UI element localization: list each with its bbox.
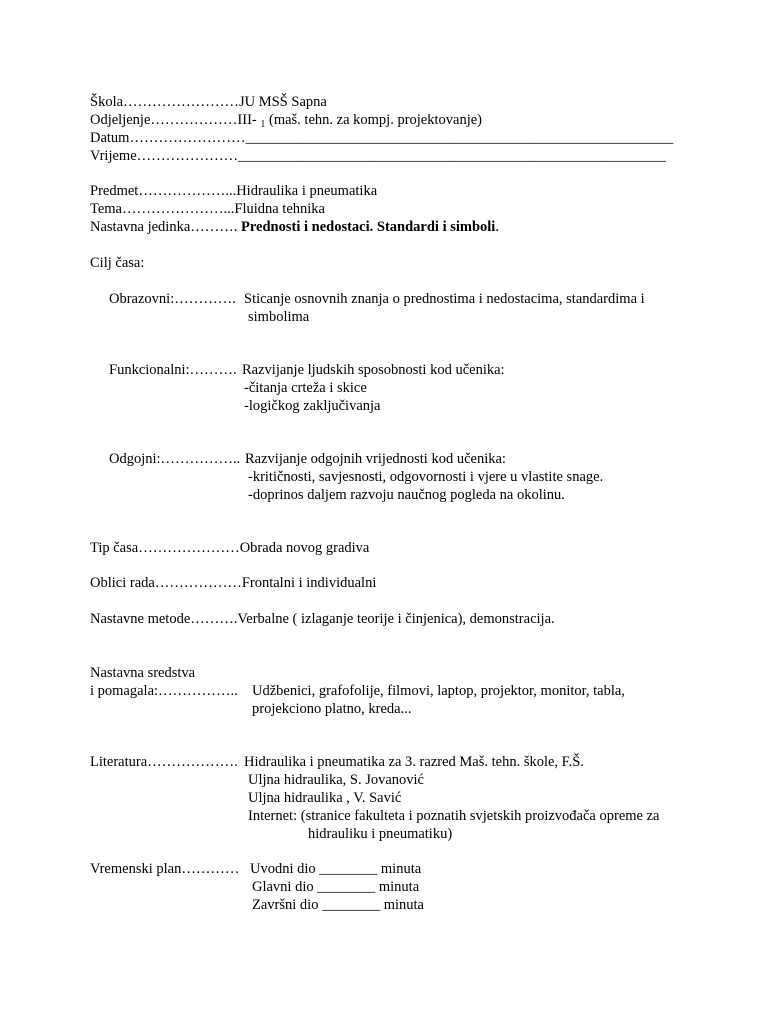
tema-value: Fluidna tehnika [234,201,325,217]
nastavne-metode-value: Verbalne ( izlaganje teorije i činjenica), demonstracija. [237,611,555,627]
literatura-line-1: Hidraulika i pneumatika za 3. razred Maš. tehn. škole, F.Š. [244,754,584,770]
funkcionalni-line-2: -čitanja crteža i skice [244,380,367,396]
literatura-line-3: Uljna hidraulika , V. Savić [248,790,402,806]
predmet-label: Predmet………………... [90,183,237,199]
vremenski-plan-label: Vremenski plan………… [90,861,240,877]
nastavna-jedinka-label: Nastavna jedinka………. [90,219,238,235]
sredstva-line-1: Udžbenici, grafofolije, filmovi, laptop, projektor, monitor, tabla, [252,683,625,699]
nastavna-jedinka-value: Prednosti i nedostaci. Standardi i simboli [241,219,496,235]
skola-label: Škola…………………… [90,94,240,110]
odgojni-line-2: -kritičnosti, savjesnosti, odgovornosti i vjere u vlastite snage. [248,469,604,485]
literatura-line-5: hidrauliku i pneumatiku) [308,826,453,842]
datum-blank: ___________________________________________________________ [245,130,674,146]
sredstva-line-2: projekciono platno, kreda... [252,701,412,717]
odjeljenje-label: Odjeljenje……………… [90,112,238,128]
oblici-rada-label: Oblici rada……………… [90,575,242,591]
tema-row [90,200,325,218]
oblici-rada-value: Frontalni i individualni [241,575,377,591]
funkcionalni-line-1: Razvijanje ljudskih sposobnosti kod učenika: [242,362,505,378]
odjeljenje-subscript: 1 [260,119,266,130]
oblici-rada-row [90,574,376,592]
literatura-label: Literatura………………. [90,754,238,770]
tema-label: Tema…………………... [90,201,235,217]
tip-casa-label: Tip časa………………… [90,540,240,556]
nastavna-sredstva-label: Nastavna sredstva [90,665,196,681]
obrazovni-label: Obrazovni:…………. [109,291,236,307]
glavni-dio-row: Glavni dio ________ minuta [252,879,420,895]
nastavna-jedinka-period: . [495,219,499,235]
predmet-value: Hidraulika i pneumatika [236,183,378,199]
literatura-line-2: Uljna hidraulika, S. Jovanović [248,772,424,788]
obrazovni-line-2: simbolima [248,309,310,325]
datum-label: Datum…………………… [90,130,246,146]
funkcionalni-label: Funkcionalni:………. [109,362,237,378]
cilj-casa-title: Cilj časa: [90,255,145,271]
odgojni-line-3: -doprinos daljem razvoju naučnog pogleda na okolinu. [248,487,565,503]
datum-row [90,129,673,147]
literatura-line-4: Internet: (stranice fakulteta i poznatih svjetskih proizvođača opreme za [248,808,660,824]
nastavne-metode-row [90,610,555,628]
nastavna-jedinka-row [90,218,499,236]
vrijeme-label: Vrijeme………………… [90,148,239,164]
nastavne-metode-label: Nastavne metode………. [90,611,238,627]
odgojni-line-1: Razvijanje odgojnih vrijednosti kod učenika: [245,451,506,467]
uvodni-dio-row: Uvodni dio ________ minuta [250,861,422,877]
obrazovni-line-1: Sticanje osnovnih znanja o prednostima i nedostacima, standardima i [244,291,645,307]
zavrsni-dio-row: Završni dio ________ minuta [252,897,424,913]
vrijeme-row [90,147,666,165]
odjeljenje-note: (maš. tehn. za kompj. projektovanje) [268,112,482,128]
predmet-row [90,182,377,200]
odjeljenje-value: III- [237,112,257,128]
skola-value: JU MSŠ Sapna [239,94,327,110]
pomagala-label: i pomagala:…………….. [90,683,238,699]
vrijeme-blank: ___________________________________________________________ [238,148,666,164]
tip-casa-value: Obrada novog gradiva [239,540,370,556]
tip-casa-row [90,539,369,557]
funkcionalni-line-3: -logičkog zaključivanja [244,398,381,414]
odgojni-label: Odgojni:…………….. [109,451,241,467]
skola-row [90,93,327,111]
